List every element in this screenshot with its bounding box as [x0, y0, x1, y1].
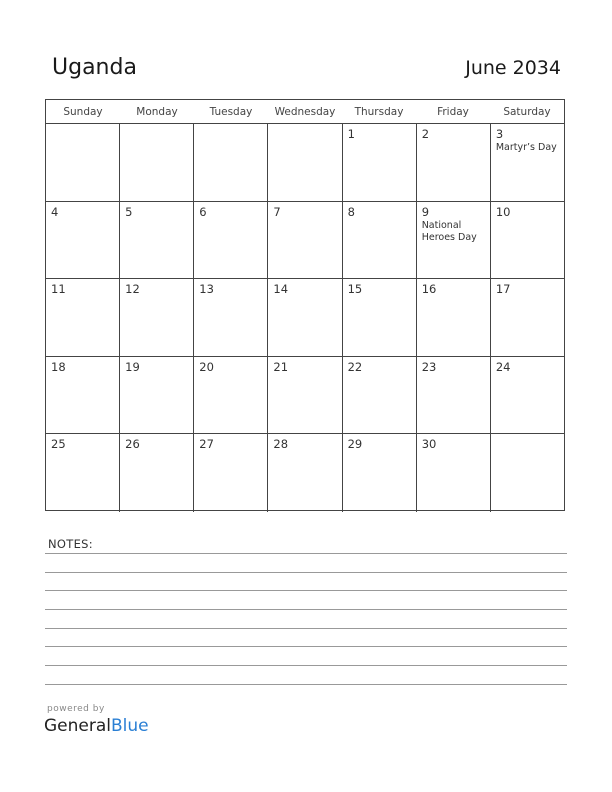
day-number: 7: [273, 204, 281, 219]
weekday-header-row: [46, 100, 564, 124]
notes-line: [45, 572, 567, 573]
day-number: 30: [421, 437, 437, 452]
holiday-label: National Heroes Day: [421, 219, 477, 243]
country-title: Uganda: [52, 55, 137, 80]
notes-line: [45, 590, 567, 591]
holiday-label: Martyr’s Day: [495, 142, 557, 153]
day-cell-thursday: [343, 202, 417, 279]
day-cell-wednesday: [268, 434, 342, 512]
day-number: 6: [199, 204, 207, 219]
day-cell-friday: [417, 124, 491, 201]
day-number: 13: [199, 282, 214, 297]
day-cell-saturday: [491, 357, 564, 434]
day-cell-sunday: [46, 357, 120, 434]
day-number: 21: [273, 359, 289, 374]
day-cell-tuesday: [194, 357, 268, 434]
weekday-saturday: Saturday: [503, 106, 551, 118]
weekday-thursday: Thursday: [354, 106, 404, 118]
day-cell-saturday: [491, 124, 564, 201]
week-row: [46, 124, 564, 202]
weekday-sunday: Sunday: [63, 106, 103, 118]
notes-line: [45, 628, 567, 629]
day-number: 3: [495, 127, 504, 141]
day-cell-saturday: [491, 279, 564, 356]
day-number: 1: [347, 127, 355, 141]
day-number: 8: [347, 204, 355, 219]
day-cell-wednesday: [268, 357, 342, 434]
day-number: 19: [125, 359, 140, 374]
brand-blue: Blue: [111, 716, 149, 736]
day-number: 25: [51, 437, 66, 452]
notes-line: [45, 553, 567, 554]
week-row: [46, 357, 564, 435]
day-cell-thursday: [343, 124, 417, 201]
day-cell-tuesday: [194, 202, 268, 279]
day-number: 15: [347, 282, 363, 297]
notes-line: [45, 684, 567, 685]
day-number: 2: [421, 127, 430, 141]
day-cell-thursday: [343, 434, 417, 512]
notes-line: [45, 646, 567, 647]
day-cell-sunday: [46, 279, 120, 356]
day-cell-monday: [120, 202, 194, 279]
day-number: 22: [347, 359, 363, 374]
day-number: 10: [495, 204, 511, 219]
day-cell-tuesday: [194, 124, 268, 201]
day-cell-sunday: [46, 434, 120, 512]
weekday-monday: Monday: [136, 106, 178, 118]
notes-line: [45, 665, 567, 666]
month-year-title: June 2034: [465, 57, 561, 79]
day-number: 20: [199, 359, 214, 374]
day-number: 5: [125, 204, 133, 219]
weekday-wednesday: Wednesday: [274, 106, 336, 118]
generalblue-logo: [44, 716, 149, 736]
day-cell-saturday: [491, 434, 564, 512]
day-number: 24: [495, 359, 511, 374]
day-number: 9: [421, 204, 430, 219]
day-number: 4: [51, 204, 59, 219]
day-cell-sunday: [46, 124, 120, 201]
day-cell-saturday: [491, 202, 564, 279]
day-cell-tuesday: [194, 434, 268, 512]
weekday-tuesday: Tuesday: [209, 106, 253, 118]
day-cell-tuesday: [194, 279, 268, 356]
notes-line: [45, 609, 567, 610]
day-cell-monday: [120, 357, 194, 434]
day-cell-monday: [120, 124, 194, 201]
week-row: [46, 202, 564, 280]
day-number: 29: [347, 437, 363, 452]
day-number: 28: [273, 437, 289, 452]
day-number: 16: [421, 282, 437, 297]
week-row: [46, 279, 564, 357]
day-number: 11: [51, 282, 66, 297]
day-cell-wednesday: [268, 279, 342, 356]
day-cell-monday: [120, 279, 194, 356]
day-number: 14: [273, 282, 289, 297]
day-cell-monday: [120, 434, 194, 512]
powered-by-text: powered by: [47, 704, 105, 714]
day-cell-wednesday: [268, 202, 342, 279]
weekday-friday: Friday: [437, 106, 469, 118]
day-cell-wednesday: [268, 124, 342, 201]
day-number: 12: [125, 282, 140, 297]
day-cell-friday: [417, 202, 491, 279]
week-row: [46, 434, 564, 512]
day-number: 27: [199, 437, 214, 452]
day-number: 18: [51, 359, 66, 374]
day-number: 17: [495, 282, 511, 297]
notes-label: NOTES:: [48, 537, 93, 551]
day-cell-sunday: [46, 202, 120, 279]
day-cell-friday: [417, 279, 491, 356]
day-cell-friday: [417, 357, 491, 434]
day-cell-thursday: [343, 357, 417, 434]
day-cell-thursday: [343, 279, 417, 356]
brand-general: General: [44, 716, 111, 736]
day-cell-friday: [417, 434, 491, 512]
day-number: 23: [421, 359, 437, 374]
day-number: 26: [125, 437, 140, 452]
calendar-grid: [45, 99, 565, 511]
